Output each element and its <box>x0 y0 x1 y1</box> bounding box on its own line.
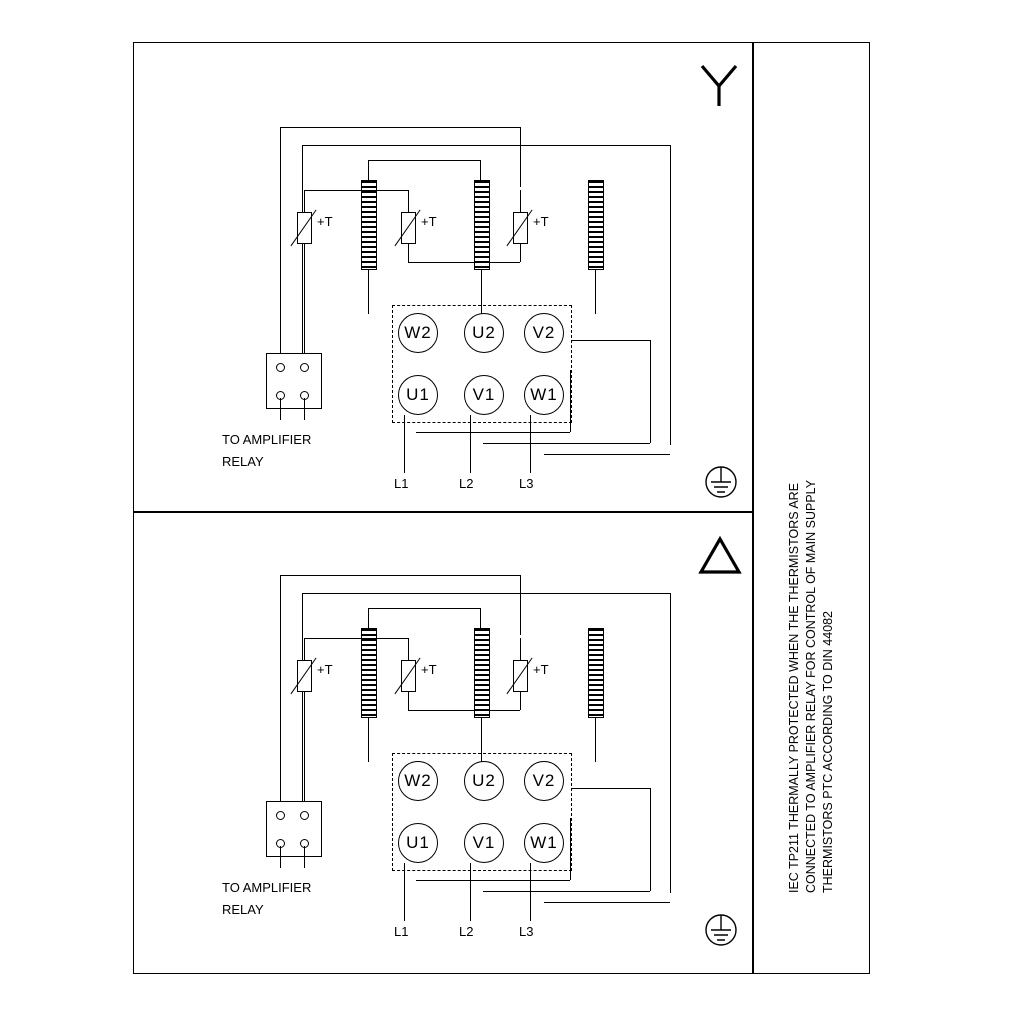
amplifier-text-line2-2: RELAY <box>222 902 264 917</box>
terminal-u2-2[interactable]: U2 <box>464 761 504 801</box>
thermistor-label-2: +T <box>421 214 437 229</box>
phase-label-l1-2: L1 <box>394 924 409 939</box>
earth-ground-icon-2 <box>700 910 740 946</box>
panel-divider <box>133 511 753 513</box>
earth-ground-icon-1 <box>700 462 740 498</box>
phase-label-l2-1: L2 <box>459 476 474 491</box>
terminal-w2-1[interactable]: W2 <box>398 313 438 353</box>
terminal-u2-1[interactable]: U2 <box>464 313 504 353</box>
phase-label-l1-1: L1 <box>394 476 409 491</box>
amplifier-text-line1-2: TO AMPLIFIER <box>222 880 312 895</box>
note-line-2: CONNECTED TO AMPLIFIER RELAY FOR CONTROL OF MAIN SUPPLY <box>804 479 818 893</box>
thermistor-label-1: +T <box>317 214 333 229</box>
star-y-icon <box>698 62 740 104</box>
amplifier-text-line1-1: TO AMPLIFIER <box>222 432 312 447</box>
terminal-w2-2[interactable]: W2 <box>398 761 438 801</box>
amplifier-text-line2-1: RELAY <box>222 454 264 469</box>
winding-3 <box>588 180 604 270</box>
terminal-w1-2[interactable]: W1 <box>524 823 564 863</box>
terminal-v1-1[interactable]: V1 <box>464 375 504 415</box>
terminal-v2-1[interactable]: V2 <box>524 313 564 353</box>
thermistor-label-3: +T <box>533 214 549 229</box>
terminal-v2-2[interactable]: V2 <box>524 761 564 801</box>
amplifier-connector-1[interactable] <box>266 353 322 409</box>
terminal-u1-1[interactable]: U1 <box>398 375 438 415</box>
winding-6 <box>588 628 604 718</box>
note-line-3: THERMISTORS PTC ACCORDING TO DIN 44082 <box>821 610 835 893</box>
thermistor-label-4: +T <box>317 662 333 677</box>
phase-label-l2-2: L2 <box>459 924 474 939</box>
terminal-w1-1[interactable]: W1 <box>524 375 564 415</box>
thermistor-label-5: +T <box>421 662 437 677</box>
amplifier-connector-2[interactable] <box>266 801 322 857</box>
note-column-divider <box>752 42 754 974</box>
thermistor-label-6: +T <box>533 662 549 677</box>
delta-triangle-icon <box>698 535 740 575</box>
terminal-v1-2[interactable]: V1 <box>464 823 504 863</box>
winding-5 <box>474 628 490 718</box>
phase-label-l3-1: L3 <box>519 476 534 491</box>
winding-4 <box>361 628 377 718</box>
phase-label-l3-2: L3 <box>519 924 534 939</box>
note-line-1: IEC TP211 THERMALLY PROTECTED WHEN THE THERMISTORS ARE <box>787 482 801 893</box>
terminal-u1-2[interactable]: U1 <box>398 823 438 863</box>
winding-1 <box>361 180 377 270</box>
winding-2 <box>474 180 490 270</box>
